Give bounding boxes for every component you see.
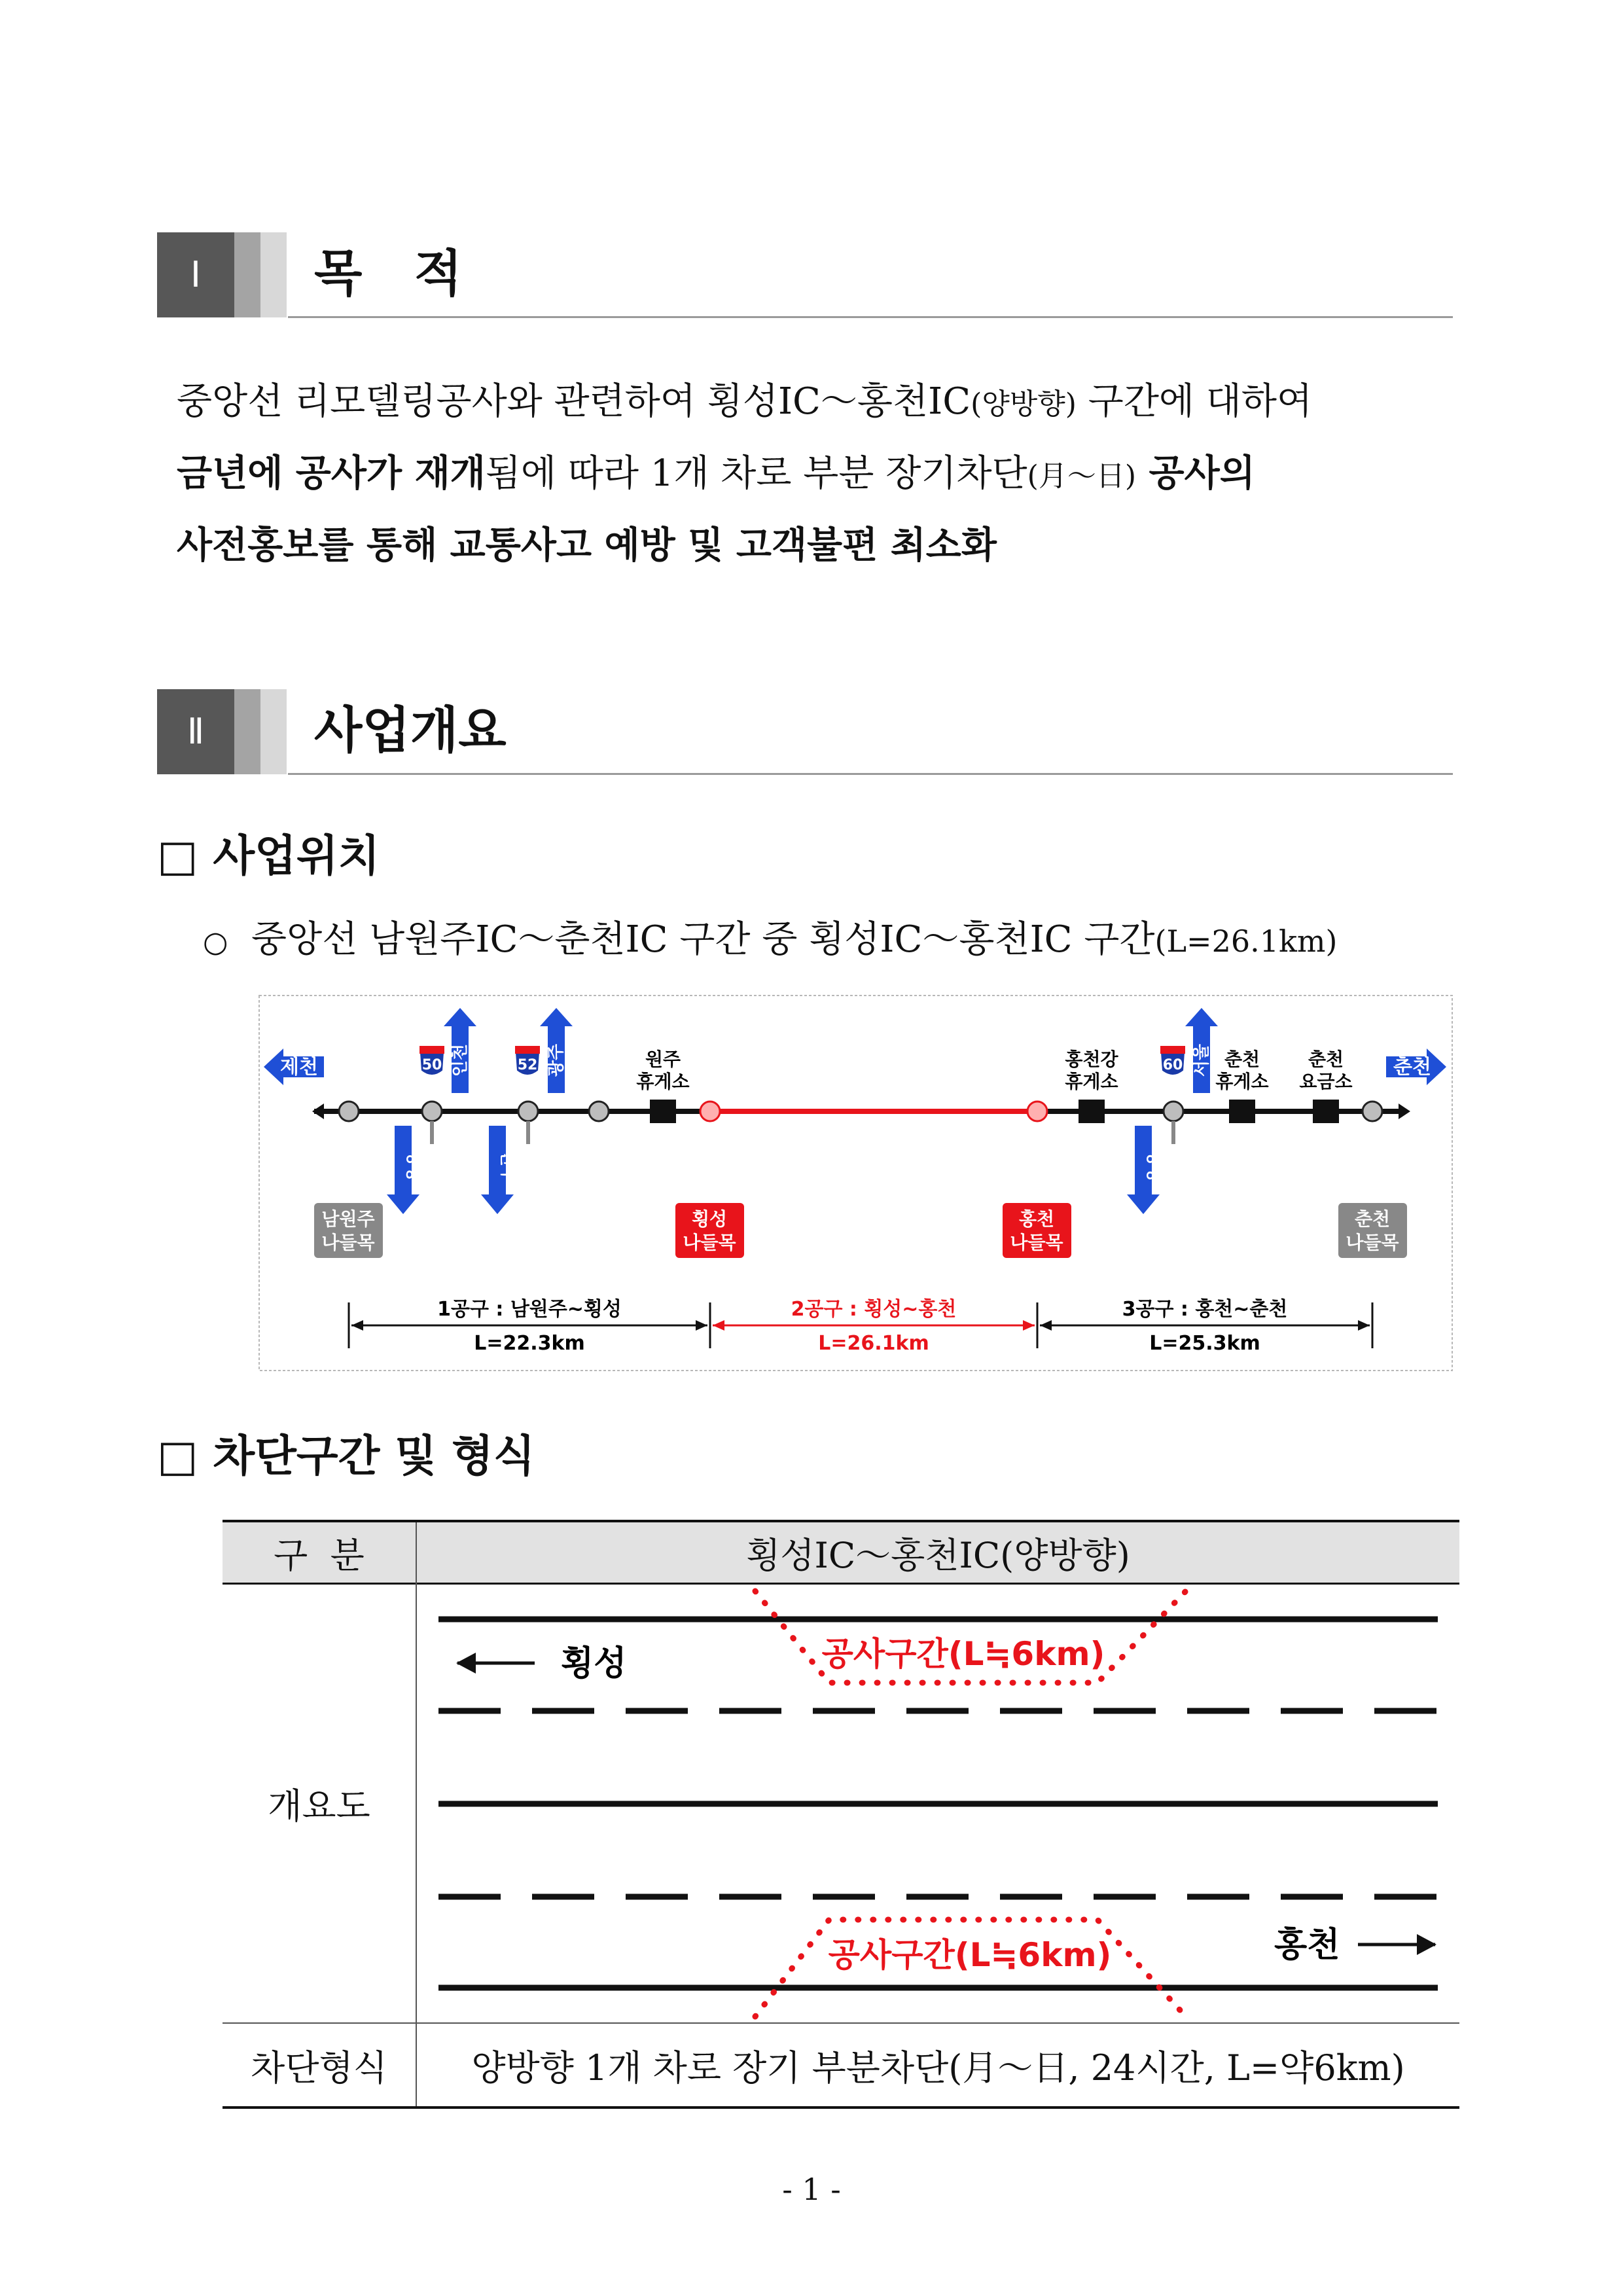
dir-top-label: 횡성	[561, 1644, 627, 1683]
section2-bar-light	[260, 689, 287, 774]
ic-chuncheon-label-1: 춘천	[1354, 1208, 1391, 1230]
node-hoengseong	[700, 1102, 720, 1121]
arrow-down-yangyang	[1127, 1126, 1164, 1214]
route-map	[259, 995, 1453, 1371]
toll-chuncheon-label-1: 춘천	[1308, 1049, 1344, 1070]
seg1-len: L=22.3km	[474, 1332, 585, 1355]
arrow-down-wonju	[481, 1126, 518, 1214]
up-gwangju-label: 광주	[546, 1043, 566, 1077]
seg1-name: 1공구 : 남원주~횡성	[437, 1298, 622, 1321]
ic-namwonju-label-1: 남원주	[321, 1208, 375, 1230]
location-heading: □ 사업위치	[157, 831, 380, 881]
row1-label: 개요도	[268, 1785, 370, 1827]
rest-hongcheongang-label-1: 홍천강	[1065, 1049, 1118, 1070]
route-shield-52	[515, 1046, 540, 1075]
section1-bar-dark	[234, 232, 260, 317]
section1-paragraph-line3	[177, 522, 1466, 569]
route-shield-50	[419, 1046, 444, 1075]
down-gangneung-label: 강릉	[404, 1149, 423, 1183]
row2-label: 차단형식	[251, 2047, 387, 2089]
rest-wonju-label-2: 휴게소	[636, 1071, 690, 1092]
node-ic	[589, 1102, 609, 1121]
arrow-down-gangneung	[387, 1126, 424, 1214]
rest-chuncheon-label-1: 춘천	[1224, 1049, 1260, 1070]
ic-hoengseong-box	[675, 1203, 744, 1258]
rest-chuncheon-label-2: 휴게소	[1215, 1071, 1269, 1092]
dir-arrow-right	[1386, 1049, 1446, 1085]
seg3-len: L=25.3km	[1149, 1332, 1260, 1355]
ic-chuncheon-label-2: 나들목	[1346, 1232, 1399, 1253]
para-text: 중앙선 리모델링공사와 관련하여 횡성IC～홍천IC	[177, 380, 971, 423]
para-small: (양방향)	[971, 387, 1077, 421]
seg2-len: L=26.1km	[818, 1332, 929, 1355]
segment-1	[351, 1298, 707, 1355]
bullet-small: (L=26.1km)	[1154, 924, 1338, 959]
para-small: (月～日)	[1027, 459, 1136, 493]
dir-bottom-label: 홍천	[1274, 1926, 1340, 1965]
rest-chuncheon-marker	[1229, 1100, 1255, 1123]
arrow-up-gwangju	[540, 1008, 573, 1093]
ic-chuncheon-box	[1338, 1203, 1407, 1258]
node-jct60	[1164, 1102, 1183, 1121]
arrow-up-seoul	[1185, 1008, 1218, 1093]
para-bold: 사전홍보를 통해 교통사고 예방 및 고객불편 최소화	[177, 524, 997, 567]
dir-bottom-arrow	[1358, 1934, 1436, 1955]
para-text: 됨에 따라 1개 차로 부분 장기차단	[485, 452, 1027, 495]
ic-hongcheon-label-2: 나들목	[1010, 1232, 1063, 1253]
bullet-mark: ○	[203, 925, 228, 959]
section1-bar-light	[260, 232, 287, 317]
work-zone-bottom-label: 공사구간(L≒6km)	[828, 1936, 1112, 1974]
section1-title: 목 적	[314, 244, 463, 302]
road-arrow-right	[1399, 1103, 1410, 1119]
up-incheon-label: 인천	[450, 1043, 470, 1077]
ic-hongcheon-box	[1003, 1203, 1071, 1258]
col1-header: 구 분	[274, 1534, 365, 1576]
route-50-label: 50	[421, 1057, 442, 1073]
node-jct50	[422, 1102, 442, 1121]
segment-3	[1040, 1298, 1370, 1355]
node-jct52	[518, 1102, 538, 1121]
down-yangyang-label: 양양	[1144, 1149, 1164, 1183]
ic-hoengseong-label-2: 나들목	[683, 1232, 736, 1253]
section2-rule	[288, 773, 1453, 775]
rest-hongcheongang-marker	[1079, 1100, 1105, 1123]
ic-namwonju-box	[314, 1203, 383, 1258]
arrow-up-incheon	[444, 1008, 476, 1093]
closure-heading: □ 차단구간 및 형식	[157, 1431, 535, 1481]
para-bold: 금년에 공사가 재개	[177, 452, 486, 495]
route-52-label: 52	[517, 1057, 538, 1073]
segment-2	[713, 1298, 1035, 1355]
page-number: - 1 -	[782, 2172, 841, 2207]
dir-top-arrow	[456, 1653, 535, 1674]
section2-bar-dark	[234, 689, 260, 774]
location-bullet	[203, 916, 1337, 966]
work-zone-top-label: 공사구간(L≒6km)	[821, 1635, 1105, 1673]
dir-left-label: 제천	[280, 1056, 318, 1079]
section1-paragraph-line2	[177, 450, 1466, 500]
ic-hongcheon-label-1: 홍천	[1018, 1208, 1055, 1230]
toll-chuncheon-marker	[1313, 1100, 1339, 1123]
dir-arrow-left	[264, 1049, 324, 1085]
down-wonju-label: 원주	[498, 1149, 518, 1183]
section2-title: 사업개요	[314, 701, 507, 759]
seg3-name: 3공구 : 홍천~춘천	[1122, 1298, 1288, 1321]
rest-hongcheongang-label-2: 휴게소	[1065, 1071, 1118, 1092]
bullet-text: 중앙선 남원주IC～춘천IC 구간 중 횡성IC～홍천IC 구간	[251, 918, 1155, 961]
seg2-name: 2공구 : 횡성~홍천	[791, 1298, 957, 1321]
section1-paragraph-line1	[177, 378, 1466, 428]
table-bottom-rule	[223, 2106, 1459, 2109]
node-namwonju	[339, 1102, 359, 1121]
closure-diagram	[417, 1585, 1459, 2022]
rest-wonju-marker	[650, 1100, 676, 1123]
section1-number: Ⅰ	[157, 232, 234, 317]
road-arrow-left	[312, 1103, 324, 1119]
para-text-end: 구간에 대하여	[1076, 380, 1313, 423]
node-hongcheon	[1027, 1102, 1047, 1121]
ic-namwonju-label-2: 나들목	[321, 1232, 375, 1253]
para-bold-end: 공사의	[1136, 452, 1255, 495]
col2-header: 횡성IC～홍천IC(양방향)	[746, 1534, 1130, 1576]
route-shield-60	[1160, 1046, 1185, 1075]
dir-right-label: 춘천	[1393, 1056, 1431, 1079]
ic-hoengseong-label-1: 횡성	[691, 1208, 728, 1230]
section1-rule	[288, 316, 1453, 318]
up-seoul-label: 서울	[1192, 1043, 1211, 1077]
section2-number: Ⅱ	[157, 689, 234, 774]
node-chuncheon	[1363, 1102, 1382, 1121]
rest-wonju-label-1: 원주	[645, 1049, 681, 1070]
row2-value: 양방향 1개 차로 장기 부분차단(月～日, 24시간, L=약6km)	[471, 2047, 1405, 2089]
route-60-label: 60	[1162, 1057, 1183, 1073]
toll-chuncheon-label-2: 요금소	[1299, 1071, 1353, 1092]
